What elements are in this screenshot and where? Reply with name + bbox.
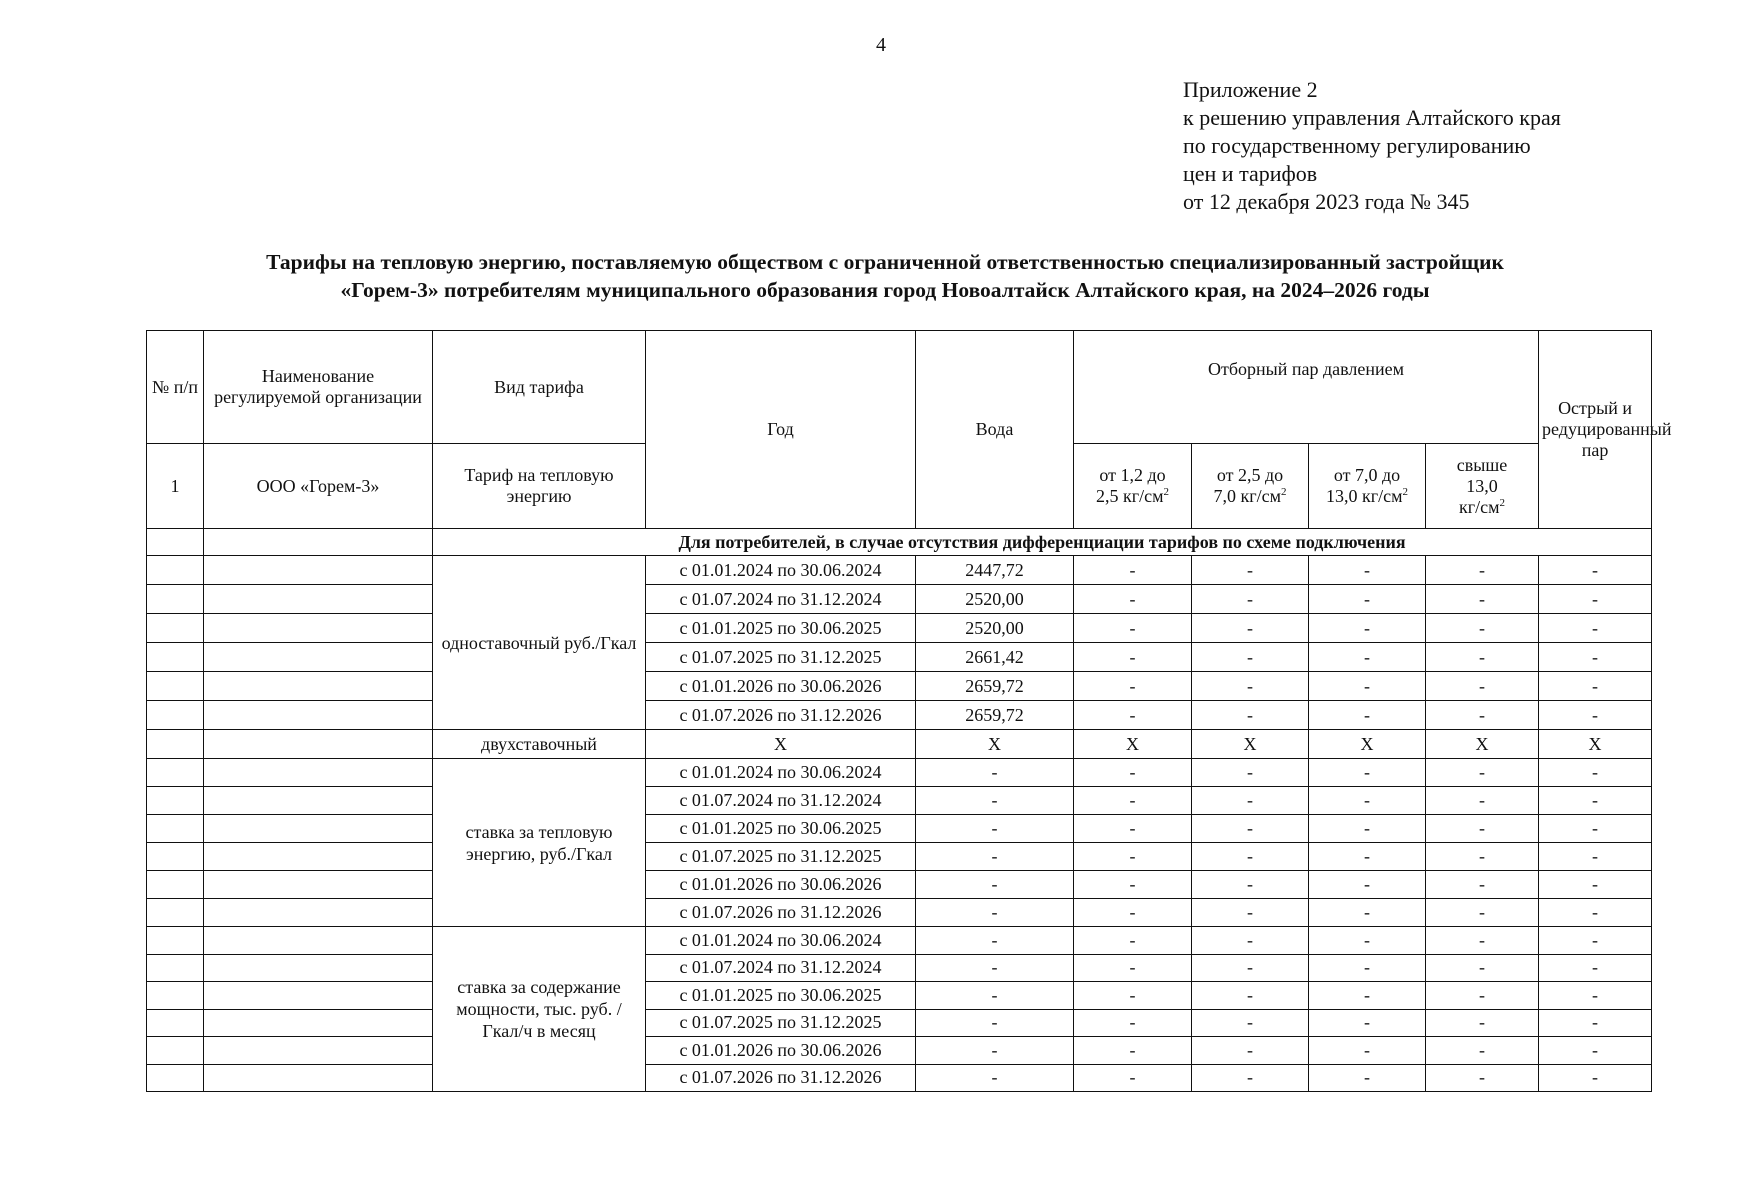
table-row [147,1037,1652,1065]
dash-cell: - [1426,787,1539,815]
dash-cell: - [1192,672,1309,701]
dash-cell: - [1074,899,1192,927]
table-row [147,843,1652,871]
table-row [147,815,1652,843]
water-value: 2520,00 [916,585,1074,614]
x-cell: X [1539,730,1652,759]
p3-line-a: от 7,0 до [1333,465,1401,485]
dash-cell: - [1539,1064,1652,1092]
table-row [147,585,1652,614]
dash-cell: - [1192,556,1309,585]
dash-cell: - [1309,614,1426,643]
org-num: 1 [147,444,204,529]
period-cell: с 01.01.2025 по 30.06.2025 [646,982,916,1010]
water-value: 2447,72 [916,556,1074,585]
p1-line-a: от 1,2 до [1099,465,1166,485]
dash-cell: - [1309,1064,1426,1092]
dash-cell: - [1426,815,1539,843]
dash-cell: - [1074,701,1192,730]
dash-cell: - [1192,787,1309,815]
dash-cell: - [916,871,1074,899]
empty-cell [147,871,204,899]
table-row [147,899,1652,927]
table-row [147,701,1652,730]
col-header-p1 [1074,444,1192,529]
dash-cell: - [916,1064,1074,1092]
dash-cell: - [1309,643,1426,672]
x-cell: X [916,730,1074,759]
empty-cell [204,1037,433,1065]
title-line: Тарифы на тепловую энергию, поставляемую обществом с ограниченной ответственностью специализированный застройщик [266,250,1504,274]
period-cell: с 01.07.2025 по 31.12.2025 [646,1009,916,1037]
period-cell: с 01.07.2024 по 31.12.2024 [646,585,916,614]
x-cell: X [1074,730,1192,759]
dash-cell: - [1539,871,1652,899]
dash-cell: - [1192,843,1309,871]
sup-2: 2 [1402,486,1408,498]
dash-cell: - [1309,759,1426,787]
dash-cell: - [1192,759,1309,787]
empty-cell [204,643,433,672]
period-cell: с 01.07.2026 по 31.12.2026 [646,899,916,927]
empty-cell [204,614,433,643]
x-cell: X [1426,730,1539,759]
water-value: 2659,72 [916,672,1074,701]
section-row [147,529,1652,556]
dash-cell: - [1309,1009,1426,1037]
dash-cell: - [1426,672,1539,701]
empty-cell [204,556,433,585]
appendix-line: по государственному регулированию [1183,133,1531,158]
dash-cell: - [1539,585,1652,614]
dash-cell: - [1426,1009,1539,1037]
period-cell: с 01.01.2024 по 30.06.2024 [646,556,916,585]
header-row [147,331,1652,444]
dash-cell: - [1192,614,1309,643]
dash-cell: - [1426,759,1539,787]
table-row [147,1064,1652,1092]
group-label-heat-rate: ставка за тепловую энергию, руб./Гкал [433,759,646,927]
dash-cell: - [1192,701,1309,730]
empty-cell [147,899,204,927]
table-row [147,672,1652,701]
dash-cell: - [1309,787,1426,815]
empty-cell [147,1037,204,1065]
empty-cell [147,1064,204,1092]
empty-cell [147,982,204,1010]
table-row [147,787,1652,815]
dash-cell: - [1074,1009,1192,1037]
dash-cell: - [916,759,1074,787]
col-header-num: № п/п [147,331,204,444]
dash-cell: - [1309,815,1426,843]
p2-line-b: 7,0 кг/см [1213,486,1281,506]
empty-cell [204,529,433,556]
period-cell: с 01.07.2024 по 31.12.2024 [646,954,916,982]
dash-cell: - [1192,954,1309,982]
water-value: 2520,00 [916,614,1074,643]
empty-cell [147,614,204,643]
dash-cell: - [1426,614,1539,643]
x-cell: X [1192,730,1309,759]
dash-cell: - [1192,1009,1309,1037]
period-cell: с 01.07.2026 по 31.12.2026 [646,701,916,730]
empty-cell [204,899,433,927]
group-label-single-rate: одноставочный руб./Гкал [433,556,646,730]
dash-cell: - [916,815,1074,843]
col-header-steam: Отборный пар давлением [1074,331,1539,444]
period-cell: с 01.07.2026 по 31.12.2026 [646,1064,916,1092]
dash-cell: - [1309,871,1426,899]
empty-cell [204,759,433,787]
dash-cell: - [1539,843,1652,871]
table-row [147,556,1652,585]
dash-cell: - [1192,1064,1309,1092]
dash-cell: - [1309,927,1426,955]
dash-cell: - [1426,556,1539,585]
dash-cell: - [1074,927,1192,955]
dash-cell: - [1426,927,1539,955]
period-cell: с 01.01.2024 по 30.06.2024 [646,927,916,955]
dash-cell: - [1074,1064,1192,1092]
x-cell: X [646,730,916,759]
dash-cell: - [916,899,1074,927]
appendix-line: Приложение 2 [1183,77,1318,102]
dash-cell: - [1074,672,1192,701]
dash-cell: - [1539,1009,1652,1037]
dash-cell: - [1539,556,1652,585]
empty-cell [147,556,204,585]
table-row [147,871,1652,899]
table-row [147,927,1652,955]
dash-cell: - [1309,954,1426,982]
empty-cell [204,701,433,730]
period-cell: с 01.01.2024 по 30.06.2024 [646,759,916,787]
dash-cell: - [1309,982,1426,1010]
period-cell: с 01.01.2025 по 30.06.2025 [646,614,916,643]
dash-cell: - [916,1009,1074,1037]
dash-cell: - [1426,1064,1539,1092]
period-cell: с 01.07.2025 по 31.12.2025 [646,843,916,871]
dash-cell: - [1192,927,1309,955]
dash-cell: - [1074,982,1192,1010]
dash-cell: - [1426,701,1539,730]
dash-cell: - [1074,815,1192,843]
empty-cell [204,927,433,955]
col-header-sharp-steam: Острый и редуцированный пар [1539,331,1652,529]
p4-line-a: свыше [1456,454,1508,475]
empty-cell [147,643,204,672]
empty-cell [204,787,433,815]
dash-cell: - [1192,871,1309,899]
col-header-p4 [1426,444,1539,529]
dash-cell: - [1426,843,1539,871]
table-row [147,730,1652,759]
dash-cell: - [1426,871,1539,899]
period-cell: с 01.01.2026 по 30.06.2026 [646,871,916,899]
col-header-year: Год [646,331,916,529]
dash-cell: - [1539,1037,1652,1065]
empty-cell [204,730,433,759]
section-title: Для потребителей, в случае отсутствия дифференциации тарифов по схеме подключения [433,529,1652,556]
dash-cell: - [1074,871,1192,899]
empty-cell [204,871,433,899]
dash-cell: - [1539,759,1652,787]
dash-cell: - [1426,585,1539,614]
dash-cell: - [1539,982,1652,1010]
dash-cell: - [1539,643,1652,672]
title-line: «Горем-3» потребителям муниципального образования город Новоалтайск Алтайского края, на 2024–2026 годы [340,278,1430,302]
empty-cell [147,701,204,730]
dash-cell: - [1309,843,1426,871]
dash-cell: - [1074,843,1192,871]
empty-cell [147,585,204,614]
sup-2: 2 [1281,486,1287,498]
document-title [140,248,1630,304]
empty-cell [147,815,204,843]
empty-cell [147,1009,204,1037]
empty-cell [147,787,204,815]
dash-cell: - [916,843,1074,871]
dash-cell: - [916,982,1074,1010]
sup-2: 2 [1163,486,1169,498]
table-row [147,614,1652,643]
group-label-two-rate: двухставочный [433,730,646,759]
dash-cell: - [1074,954,1192,982]
sup-2: 2 [1499,496,1506,509]
dash-cell: - [1539,614,1652,643]
tariff-table [146,330,1672,1092]
empty-cell [204,585,433,614]
appendix-block [1183,76,1561,216]
dash-cell: - [1074,643,1192,672]
empty-cell [147,927,204,955]
period-cell: с 01.07.2025 по 31.12.2025 [646,643,916,672]
dash-cell: - [1074,556,1192,585]
table-row [147,982,1652,1010]
org-name: ООО «Горем-3» [204,444,433,529]
dash-cell: - [1539,672,1652,701]
appendix-line: от 12 декабря 2023 года № 345 [1183,189,1470,214]
dash-cell: - [1309,585,1426,614]
dash-cell: - [1426,1037,1539,1065]
dash-cell: - [1309,899,1426,927]
empty-cell [204,1009,433,1037]
dash-cell: - [1539,701,1652,730]
dash-cell: - [1192,585,1309,614]
dash-cell: - [1074,787,1192,815]
dash-cell: - [1309,672,1426,701]
empty-cell [204,672,433,701]
dash-cell: - [1426,643,1539,672]
dash-cell: - [1426,954,1539,982]
dash-cell: - [1309,701,1426,730]
page-number: 4 [876,34,886,56]
period-cell: с 01.01.2025 по 30.06.2025 [646,815,916,843]
col-header-tariff-type: Вид тарифа [433,331,646,444]
dash-cell: - [1192,899,1309,927]
empty-cell [147,843,204,871]
org-tariff: Тариф на тепловую энергию [433,444,646,529]
dash-cell: - [1074,585,1192,614]
period-cell: с 01.01.2026 по 30.06.2026 [646,1037,916,1065]
dash-cell: - [1074,759,1192,787]
p4-line-c: кг/см [1459,496,1500,517]
dash-cell: - [1192,643,1309,672]
dash-cell: - [916,1037,1074,1065]
dash-cell: - [1539,954,1652,982]
col-header-org: Наименование регулируемой организации [204,331,433,444]
dash-cell: - [1192,982,1309,1010]
table-row [147,759,1652,787]
dash-cell: - [916,927,1074,955]
dash-cell: - [916,954,1074,982]
water-value: 2661,42 [916,643,1074,672]
dash-cell: - [916,787,1074,815]
dash-cell: - [1539,815,1652,843]
p4-line-b: 13,0 [1466,475,1498,496]
empty-cell [147,672,204,701]
period-cell: с 01.07.2024 по 31.12.2024 [646,787,916,815]
empty-cell [147,730,204,759]
empty-cell [204,815,433,843]
period-cell: с 01.01.2026 по 30.06.2026 [646,672,916,701]
dash-cell: - [1192,1037,1309,1065]
empty-cell [147,954,204,982]
col-header-p3 [1309,444,1426,529]
dash-cell: - [1426,982,1539,1010]
col-header-water: Вода [916,331,1074,529]
dash-cell: - [1309,556,1426,585]
table-row [147,1009,1652,1037]
dash-cell: - [1074,1037,1192,1065]
p2-line-a: от 2,5 до [1216,465,1284,485]
appendix-line: цен и тарифов [1183,161,1318,186]
table-row [147,954,1652,982]
dash-cell: - [1309,1037,1426,1065]
group-label-capacity-rate: ставка за содержание мощности, тыс. руб. /Гкал/ч в месяц [433,927,646,1092]
dash-cell: - [1539,787,1652,815]
empty-cell [147,529,204,556]
table-row [147,643,1652,672]
dash-cell: - [1426,899,1539,927]
col-header-p2 [1192,444,1309,529]
dash-cell: - [1192,815,1309,843]
x-cell: X [1309,730,1426,759]
dash-cell: - [1539,927,1652,955]
appendix-line: к решению управления Алтайского края [1183,105,1561,130]
dash-cell: - [1074,614,1192,643]
empty-cell [204,843,433,871]
dash-cell: - [1539,899,1652,927]
empty-cell [147,759,204,787]
empty-cell [204,982,433,1010]
empty-cell [204,1064,433,1092]
p1-line-b: 2,5 кг/см [1095,486,1164,506]
empty-cell [204,954,433,982]
water-value: 2659,72 [916,701,1074,730]
p3-line-b: 13,0 кг/см [1325,486,1403,506]
